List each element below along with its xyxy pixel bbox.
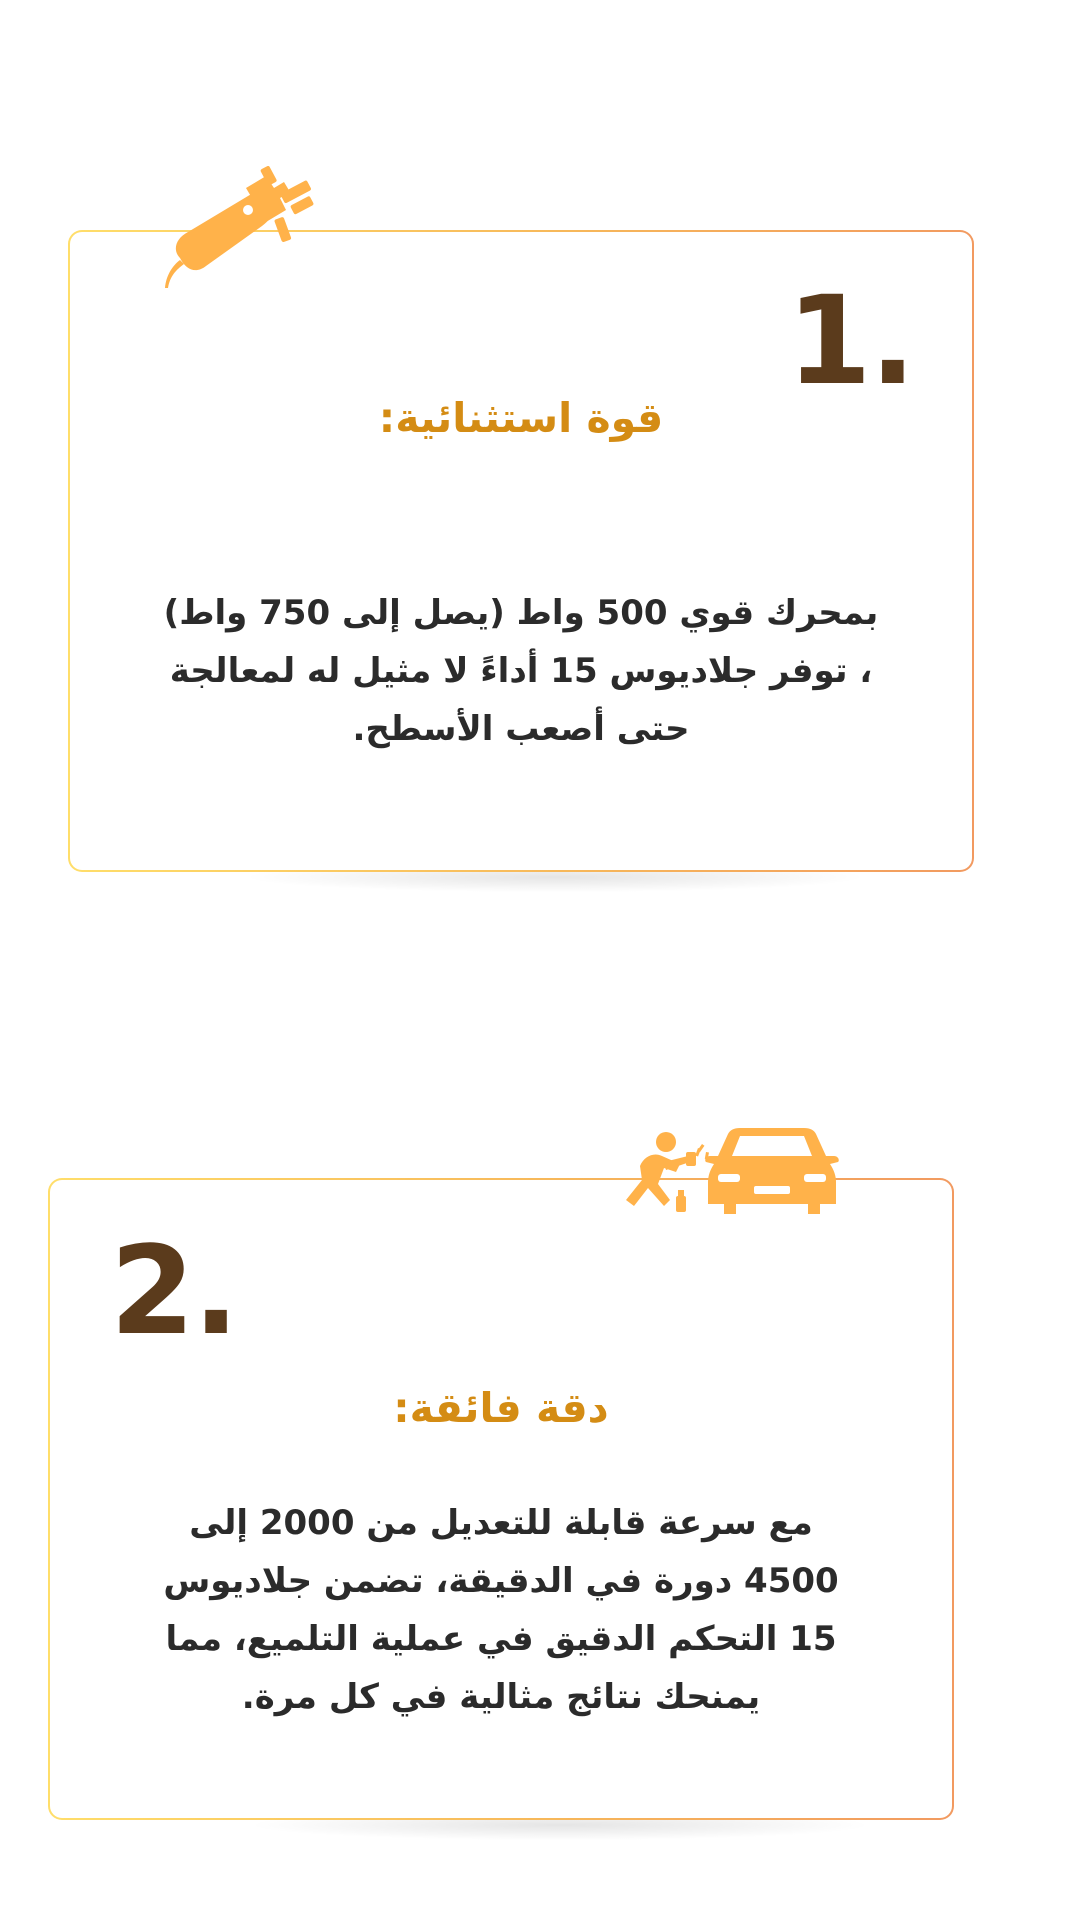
card-title: قوة استثنائية:	[378, 394, 664, 442]
card-description: بمحرك قوي 500 واط (يصل إلى 750 واط) ، توفر جلاديوس 15 أداءً لا مثيل له لمعالجة حتى أصعب الأسطح.	[163, 593, 879, 749]
card-title: دقة فائقة:	[393, 1384, 609, 1432]
feature-card-precision	[48, 1178, 954, 1820]
car-polishing-icon	[614, 1126, 842, 1226]
polisher-tool-icon	[162, 166, 326, 294]
card-number: 1.	[786, 270, 914, 412]
card-number: 2.	[110, 1220, 238, 1362]
feature-card-power	[68, 230, 974, 872]
card-description: مع سرعة قابلة للتعديل من 2000 إلى 4500 دورة في الدقيقة، تضمن جلاديوس 15 التحكم الدقيق في عملية التلميع، مما يمنحك نتائج مثالية في كل مرة.	[163, 1503, 839, 1717]
